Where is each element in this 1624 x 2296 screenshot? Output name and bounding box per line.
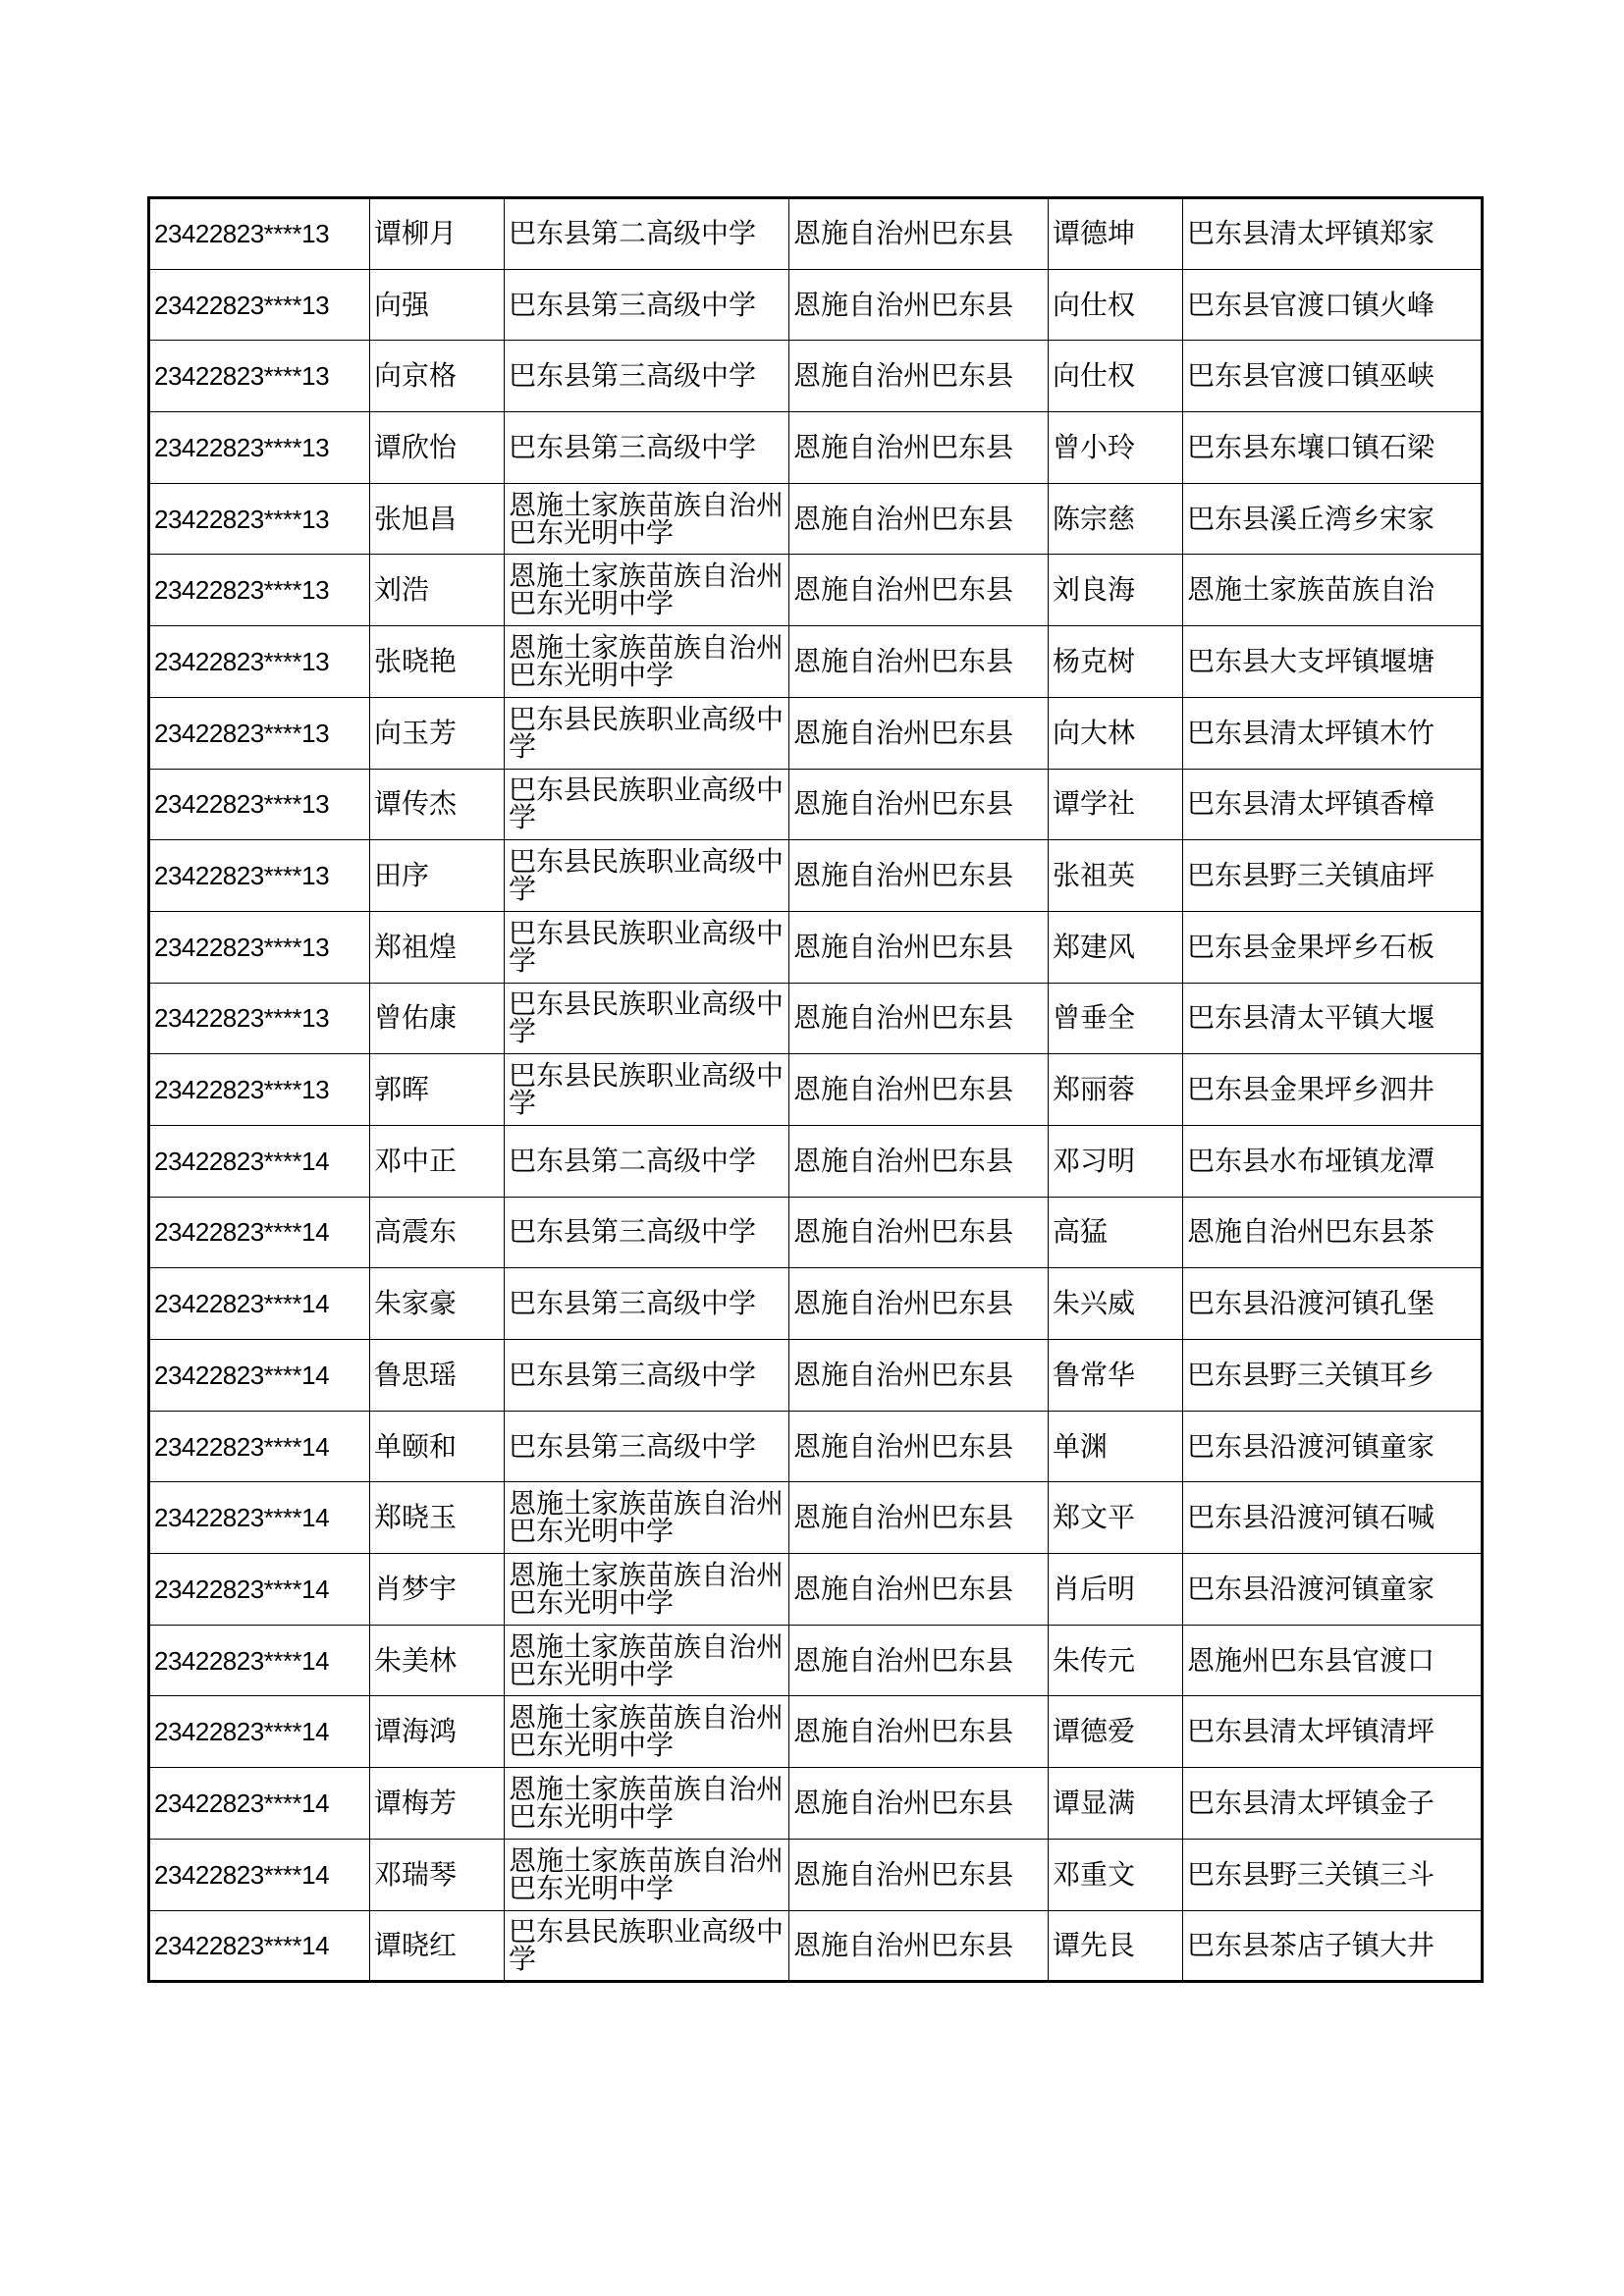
school-cell: 恩施土家族苗族自治州巴东光明中学 [505, 1768, 789, 1840]
guardian-name-cell: 向仕权 [1049, 269, 1183, 341]
id-number-cell: 23422823****14 [149, 1268, 370, 1340]
student-name-cell: 郑晓玉 [370, 1482, 505, 1554]
school-cell: 恩施土家族苗族自治州巴东光明中学 [505, 626, 789, 698]
school-cell: 恩施土家族苗族自治州巴东光明中学 [505, 555, 789, 626]
region-cell: 恩施自治州巴东县 [789, 1768, 1049, 1840]
region-cell: 恩施自治州巴东县 [789, 1268, 1049, 1340]
table-row [149, 1554, 1483, 1626]
region-cell: 恩施自治州巴东县 [789, 269, 1049, 341]
region-cell: 恩施自治州巴东县 [789, 911, 1049, 983]
address-cell: 巴东县清太坪镇香樟 [1183, 769, 1483, 840]
table-row [149, 769, 1483, 840]
region-cell: 恩施自治州巴东县 [789, 1125, 1049, 1197]
student-name-cell: 郭晖 [370, 1054, 505, 1126]
id-number-cell: 23422823****13 [149, 1054, 370, 1126]
student-name-cell: 向玉芳 [370, 697, 505, 769]
student-name-cell: 谭梅芳 [370, 1768, 505, 1840]
school-cell: 恩施土家族苗族自治州巴东光明中学 [505, 1482, 789, 1554]
region-cell: 恩施自治州巴东县 [789, 198, 1049, 270]
id-number-cell: 23422823****14 [149, 1554, 370, 1626]
id-number-cell: 23422823****13 [149, 983, 370, 1054]
region-cell: 恩施自治州巴东县 [789, 412, 1049, 484]
id-number-cell: 23422823****13 [149, 840, 370, 912]
guardian-name-cell: 谭先艮 [1049, 1910, 1183, 1982]
region-cell: 恩施自治州巴东县 [789, 1411, 1049, 1482]
school-cell: 恩施土家族苗族自治州巴东光明中学 [505, 483, 789, 555]
guardian-name-cell: 刘良海 [1049, 555, 1183, 626]
id-number-cell: 23422823****13 [149, 626, 370, 698]
school-cell: 恩施土家族苗族自治州巴东光明中学 [505, 1839, 789, 1910]
school-cell: 恩施土家族苗族自治州巴东光明中学 [505, 1696, 789, 1768]
region-cell: 恩施自治州巴东县 [789, 1054, 1049, 1126]
student-name-cell: 邓瑞琴 [370, 1839, 505, 1910]
guardian-name-cell: 向仕权 [1049, 341, 1183, 412]
roster-table [147, 196, 1484, 1983]
table-row [149, 1482, 1483, 1554]
school-cell: 巴东县第二高级中学 [505, 198, 789, 270]
guardian-name-cell: 曾小玲 [1049, 412, 1183, 484]
table-row [149, 1054, 1483, 1126]
region-cell: 恩施自治州巴东县 [789, 1340, 1049, 1412]
address-cell: 恩施州巴东县官渡口 [1183, 1625, 1483, 1696]
table-row [149, 697, 1483, 769]
address-cell: 巴东县水布垭镇龙潭 [1183, 1125, 1483, 1197]
table-row [149, 555, 1483, 626]
id-number-cell: 23422823****13 [149, 555, 370, 626]
table-row [149, 341, 1483, 412]
address-cell: 恩施土家族苗族自治 [1183, 555, 1483, 626]
address-cell: 巴东县清太坪镇金子 [1183, 1768, 1483, 1840]
guardian-name-cell: 陈宗慈 [1049, 483, 1183, 555]
guardian-name-cell: 向大林 [1049, 697, 1183, 769]
address-cell: 恩施自治州巴东县茶 [1183, 1197, 1483, 1268]
student-name-cell: 邓中正 [370, 1125, 505, 1197]
region-cell: 恩施自治州巴东县 [789, 626, 1049, 698]
guardian-name-cell: 肖后明 [1049, 1554, 1183, 1626]
guardian-name-cell: 谭德爱 [1049, 1696, 1183, 1768]
school-cell: 巴东县民族职业高级中学 [505, 840, 789, 912]
guardian-name-cell: 鲁常华 [1049, 1340, 1183, 1412]
address-cell: 巴东县茶店子镇大井 [1183, 1910, 1483, 1982]
region-cell: 恩施自治州巴东县 [789, 1839, 1049, 1910]
school-cell: 巴东县第三高级中学 [505, 269, 789, 341]
address-cell: 巴东县官渡口镇巫峡 [1183, 341, 1483, 412]
guardian-name-cell: 杨克树 [1049, 626, 1183, 698]
school-cell: 巴东县第三高级中学 [505, 1197, 789, 1268]
table-row [149, 1411, 1483, 1482]
address-cell: 巴东县溪丘湾乡宋家 [1183, 483, 1483, 555]
id-number-cell: 23422823****14 [149, 1197, 370, 1268]
region-cell: 恩施自治州巴东县 [789, 1696, 1049, 1768]
guardian-name-cell: 单渊 [1049, 1411, 1183, 1482]
table-row [149, 1625, 1483, 1696]
roster-body [149, 198, 1483, 1982]
id-number-cell: 23422823****13 [149, 412, 370, 484]
address-cell: 巴东县清太坪镇郑家 [1183, 198, 1483, 270]
student-name-cell: 鲁思瑶 [370, 1340, 505, 1412]
region-cell: 恩施自治州巴东县 [789, 1482, 1049, 1554]
id-number-cell: 23422823****13 [149, 341, 370, 412]
table-row [149, 840, 1483, 912]
id-number-cell: 23422823****13 [149, 697, 370, 769]
student-name-cell: 谭海鸿 [370, 1696, 505, 1768]
student-name-cell: 张旭昌 [370, 483, 505, 555]
guardian-name-cell: 郑丽蓉 [1049, 1054, 1183, 1126]
region-cell: 恩施自治州巴东县 [789, 341, 1049, 412]
school-cell: 巴东县第三高级中学 [505, 1411, 789, 1482]
school-cell: 恩施土家族苗族自治州巴东光明中学 [505, 1554, 789, 1626]
id-number-cell: 23422823****14 [149, 1910, 370, 1982]
student-name-cell: 向京格 [370, 341, 505, 412]
guardian-name-cell: 张祖英 [1049, 840, 1183, 912]
guardian-name-cell: 邓重文 [1049, 1839, 1183, 1910]
id-number-cell: 23422823****14 [149, 1696, 370, 1768]
address-cell: 巴东县大支坪镇堰塘 [1183, 626, 1483, 698]
guardian-name-cell: 谭学社 [1049, 769, 1183, 840]
table-row [149, 483, 1483, 555]
address-cell: 巴东县野三关镇耳乡 [1183, 1340, 1483, 1412]
id-number-cell: 23422823****13 [149, 769, 370, 840]
guardian-name-cell: 朱传元 [1049, 1625, 1183, 1696]
school-cell: 巴东县民族职业高级中学 [505, 911, 789, 983]
table-row [149, 1340, 1483, 1412]
address-cell: 巴东县清太平镇大堰 [1183, 983, 1483, 1054]
school-cell: 恩施土家族苗族自治州巴东光明中学 [505, 1625, 789, 1696]
address-cell: 巴东县清太坪镇清坪 [1183, 1696, 1483, 1768]
address-cell: 巴东县金果坪乡泗井 [1183, 1054, 1483, 1126]
guardian-name-cell: 朱兴威 [1049, 1268, 1183, 1340]
table-row [149, 269, 1483, 341]
address-cell: 巴东县野三关镇庙坪 [1183, 840, 1483, 912]
student-name-cell: 谭柳月 [370, 198, 505, 270]
school-cell: 巴东县第三高级中学 [505, 1268, 789, 1340]
table-row [149, 1910, 1483, 1982]
region-cell: 恩施自治州巴东县 [789, 697, 1049, 769]
student-name-cell: 曾佑康 [370, 983, 505, 1054]
address-cell: 巴东县清太坪镇木竹 [1183, 697, 1483, 769]
id-number-cell: 23422823****14 [149, 1482, 370, 1554]
table-row [149, 198, 1483, 270]
id-number-cell: 23422823****13 [149, 483, 370, 555]
table-row [149, 412, 1483, 484]
table-row [149, 1839, 1483, 1910]
address-cell: 巴东县沿渡河镇童家 [1183, 1411, 1483, 1482]
address-cell: 巴东县金果坪乡石板 [1183, 911, 1483, 983]
table-row [149, 1125, 1483, 1197]
school-cell: 巴东县民族职业高级中学 [505, 983, 789, 1054]
guardian-name-cell: 曾垂全 [1049, 983, 1183, 1054]
school-cell: 巴东县第二高级中学 [505, 1125, 789, 1197]
region-cell: 恩施自治州巴东县 [789, 840, 1049, 912]
id-number-cell: 23422823****13 [149, 198, 370, 270]
student-name-cell: 张晓艳 [370, 626, 505, 698]
region-cell: 恩施自治州巴东县 [789, 1197, 1049, 1268]
student-name-cell: 朱美林 [370, 1625, 505, 1696]
school-cell: 巴东县民族职业高级中学 [505, 697, 789, 769]
table-row [149, 983, 1483, 1054]
id-number-cell: 23422823****13 [149, 269, 370, 341]
student-name-cell: 朱家豪 [370, 1268, 505, 1340]
guardian-name-cell: 邓习明 [1049, 1125, 1183, 1197]
table-row [149, 1197, 1483, 1268]
address-cell: 巴东县官渡口镇火峰 [1183, 269, 1483, 341]
id-number-cell: 23422823****14 [149, 1839, 370, 1910]
region-cell: 恩施自治州巴东县 [789, 983, 1049, 1054]
student-name-cell: 刘浩 [370, 555, 505, 626]
student-name-cell: 高震东 [370, 1197, 505, 1268]
school-cell: 巴东县民族职业高级中学 [505, 1054, 789, 1126]
student-name-cell: 郑祖煌 [370, 911, 505, 983]
table-row [149, 626, 1483, 698]
region-cell: 恩施自治州巴东县 [789, 483, 1049, 555]
guardian-name-cell: 高猛 [1049, 1197, 1183, 1268]
guardian-name-cell: 谭德坤 [1049, 198, 1183, 270]
region-cell: 恩施自治州巴东县 [789, 769, 1049, 840]
table-row [149, 1768, 1483, 1840]
guardian-name-cell: 郑文平 [1049, 1482, 1183, 1554]
student-name-cell: 谭欣怡 [370, 412, 505, 484]
address-cell: 巴东县沿渡河镇童家 [1183, 1554, 1483, 1626]
id-number-cell: 23422823****13 [149, 911, 370, 983]
id-number-cell: 23422823****14 [149, 1768, 370, 1840]
address-cell: 巴东县沿渡河镇孔堡 [1183, 1268, 1483, 1340]
address-cell: 巴东县东壤口镇石梁 [1183, 412, 1483, 484]
table-row [149, 911, 1483, 983]
table-row [149, 1268, 1483, 1340]
student-name-cell: 肖梦宇 [370, 1554, 505, 1626]
table-row [149, 1696, 1483, 1768]
student-name-cell: 单颐和 [370, 1411, 505, 1482]
id-number-cell: 23422823****14 [149, 1125, 370, 1197]
school-cell: 巴东县第三高级中学 [505, 412, 789, 484]
region-cell: 恩施自治州巴东县 [789, 1625, 1049, 1696]
school-cell: 巴东县民族职业高级中学 [505, 1910, 789, 1982]
student-name-cell: 谭晓红 [370, 1910, 505, 1982]
guardian-name-cell: 郑建风 [1049, 911, 1183, 983]
student-name-cell: 谭传杰 [370, 769, 505, 840]
id-number-cell: 23422823****14 [149, 1625, 370, 1696]
student-name-cell: 向强 [370, 269, 505, 341]
school-cell: 巴东县第三高级中学 [505, 341, 789, 412]
region-cell: 恩施自治州巴东县 [789, 1554, 1049, 1626]
id-number-cell: 23422823****14 [149, 1340, 370, 1412]
address-cell: 巴东县野三关镇三斗 [1183, 1839, 1483, 1910]
school-cell: 巴东县民族职业高级中学 [505, 769, 789, 840]
guardian-name-cell: 谭显满 [1049, 1768, 1183, 1840]
school-cell: 巴东县第三高级中学 [505, 1340, 789, 1412]
id-number-cell: 23422823****14 [149, 1411, 370, 1482]
address-cell: 巴东县沿渡河镇石喊 [1183, 1482, 1483, 1554]
student-name-cell: 田序 [370, 840, 505, 912]
region-cell: 恩施自治州巴东县 [789, 1910, 1049, 1982]
region-cell: 恩施自治州巴东县 [789, 555, 1049, 626]
